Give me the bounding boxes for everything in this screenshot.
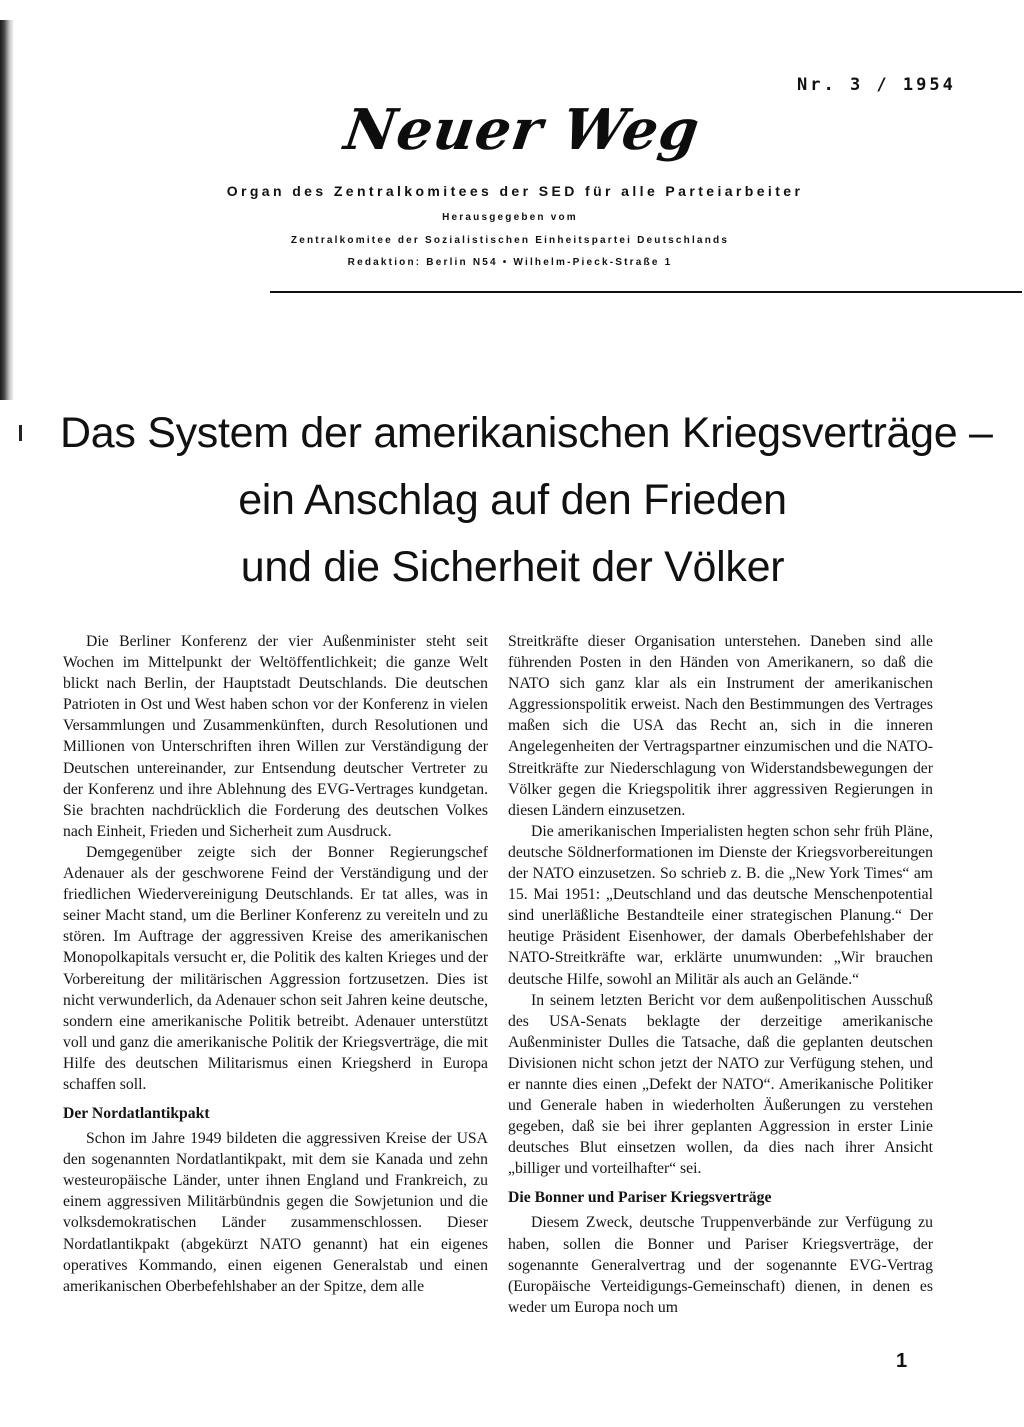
article-headline <box>60 400 993 601</box>
issue-number: Nr. 3 / 1954 <box>797 75 956 95</box>
publisher-line-1: Herausgegeben vom <box>442 212 578 223</box>
left-column <box>63 631 488 1297</box>
page-number: 1 <box>896 1350 908 1372</box>
paragraph: Schon im Jahre 1949 bildeten die aggressiven Kreise der USA den sogenannten Nordatlantikpakt, mit dem sie Kanada und zehn westeuropäische Länder, unter ihnen England und Frankreich, zu einem aggressiven Militärbündnis gegen die Sowjetunion und die volksdemokratischen Länder zusammenschlossen. Dieser Nordatlantikpakt (abgekürzt NATO genannt) hat ein eigenes operatives Kommando, einen eigenen Generalstab und einen amerikanischen Oberbefehlshaber an der Spitze, dem alle <box>63 1130 488 1295</box>
scan-mark <box>19 425 22 441</box>
masthead-title: Neuer Weg <box>340 97 704 163</box>
section-heading: Die Bonner und Pariser Kriegsverträge <box>508 1189 772 1207</box>
headline-line-3: und die Sicherheit der Völker <box>240 543 785 591</box>
scan-edge-shadow <box>0 20 14 400</box>
paragraph: Die amerikanischen Imperialisten hegten schon sehr früh Pläne, deutsche Söldnerformationen im Dienste der Kriegsvorbereitungen der NATO einzusetzen. So schrieb z. B. die „New York Times“ am 15. Mai 1951: „Deutschland und das deutsche Menschenpotential sind unerläßliche Bestandteile einer strategischen Planung.“ Der heutige Präsident Eisenhower, der damals Oberbefehlshaber der NATO-Streitkräfte war, erklärte unumwunden: „Wir brauchen deutsche Hilfe, sowohl an Militär als auch an Gelände.“ <box>508 822 933 988</box>
paragraph: Streitkräfte dieser Organisation unterstehen. Daneben sind alle führenden Posten in den Händen von Amerikanern, so daß die NATO sich ganz klar als ein Instrument der amerikanischen Aggressionspolitik erweist. Nach den Bestimmungen des Vertrages maßen sich die USA das Recht an, sich in die inneren Angelegenheiten der Vertragspartner einzumischen und die NATO-Streitkräfte zur Niederschlagung von Widerstandsbewegungen der Völker gegen die Kriegspolitik ihrer aggressiven Regierungen in diesen Ländern einzusetzen. <box>508 633 933 819</box>
masthead-rule <box>270 291 1022 293</box>
paragraph: Die Berliner Konferenz der vier Außenminister steht seit Wochen im Mittelpunkt der Weltöffentlichkeit; die ganze Welt blickt nach Berlin, der Hauptstadt Deutschlands. Die deutschen Patrioten in Ost und West haben schon vor der Konferenz in vielen Versammlungen und Zusammenkünften, durch Resolutionen und Millionen von Unterschriften ihren Willen zur Verständigung der Deutschen untereinander, zur Entsendung deutscher Vertreter zu der Konferenz und ihre Ablehnung des EVG-Vertrages kundgetan. Sie brachten nachdrücklich die Forderung des deutschen Volkes nach Einheit, Frieden und Sicherheit zum Ausdruck. <box>63 633 488 840</box>
paragraph: Demgegenüber zeigte sich der Bonner Regierungschef Adenauer als der geschworene Feind der Verständigung und der friedlichen Wiedervereinigung Deutschlands. Er tat alles, was in seiner Macht stand, um die Berliner Konferenz zu vereiteln und zu stören. Im Auftrage der aggressiven Kreise des amerikanischen Monopolkapitals versucht er, die Politik des kalten Krieges und der Vorbereitung der militärischen Aggression fortzusetzen. Dies ist nicht verwunderlich, da Adenauer schon seit Jahren keine deutsche, sondern eine amerikanische Politik betreibt. Adenauer unterstützt voll und ganz die amerikanische Politik der Kriegsverträge, die mit Hilfe des deutschen Militarismus einen Kriegsherd in Europa schaffen soll. <box>63 843 488 1093</box>
paragraph: Diesem Zweck, deutsche Truppenverbände zur Verfügung zu haben, sollen die Bonner und Pariser Kriegsverträge, der sogenannte Generalvertrag und der sogenannte EVG-Vertrag (Europäische Verteidigungs-Gemeinschaft) dienen, in denen es weder um Europa noch um <box>508 1214 933 1316</box>
section-heading: Der Nordatlantikpakt <box>63 1105 210 1123</box>
right-column <box>508 631 933 1318</box>
editorial-address: Redaktion: Berlin N54 • Wilhelm-Pieck-Straße 1 <box>347 257 673 268</box>
organ-subtitle: Organ des Zentralkomitees der SED für alle Parteiarbeiter <box>226 183 804 199</box>
publisher-line-2: Zentralkomitee der Sozialistischen Einheitspartei Deutschlands <box>290 235 730 246</box>
paragraph: In seinem letzten Bericht vor dem außenpolitischen Ausschuß des USA-Senats beklagte der derzeitige amerikanische Außenminister Dulles die Tatsache, daß die geplanten deutschen Divisionen nicht schon jetzt der NATO zur Verfügung stehen, und er nannte dies einen „Defekt der NATO“. Amerikanische Politiker und Generale haben in wiederholten Äußerungen zu verstehen gegeben, daß sie bei ihrer geplanten Aggression in erster Linie deutsches Blut einsetzen wollen, da dies nach ihrer Ansicht „billiger und vorteilhafter“ sei. <box>508 991 933 1178</box>
headline-line-2: ein Anschlag auf den Frieden <box>238 476 787 524</box>
headline-line-1: Das System der amerikanischen Kriegsverträge – <box>60 409 993 457</box>
